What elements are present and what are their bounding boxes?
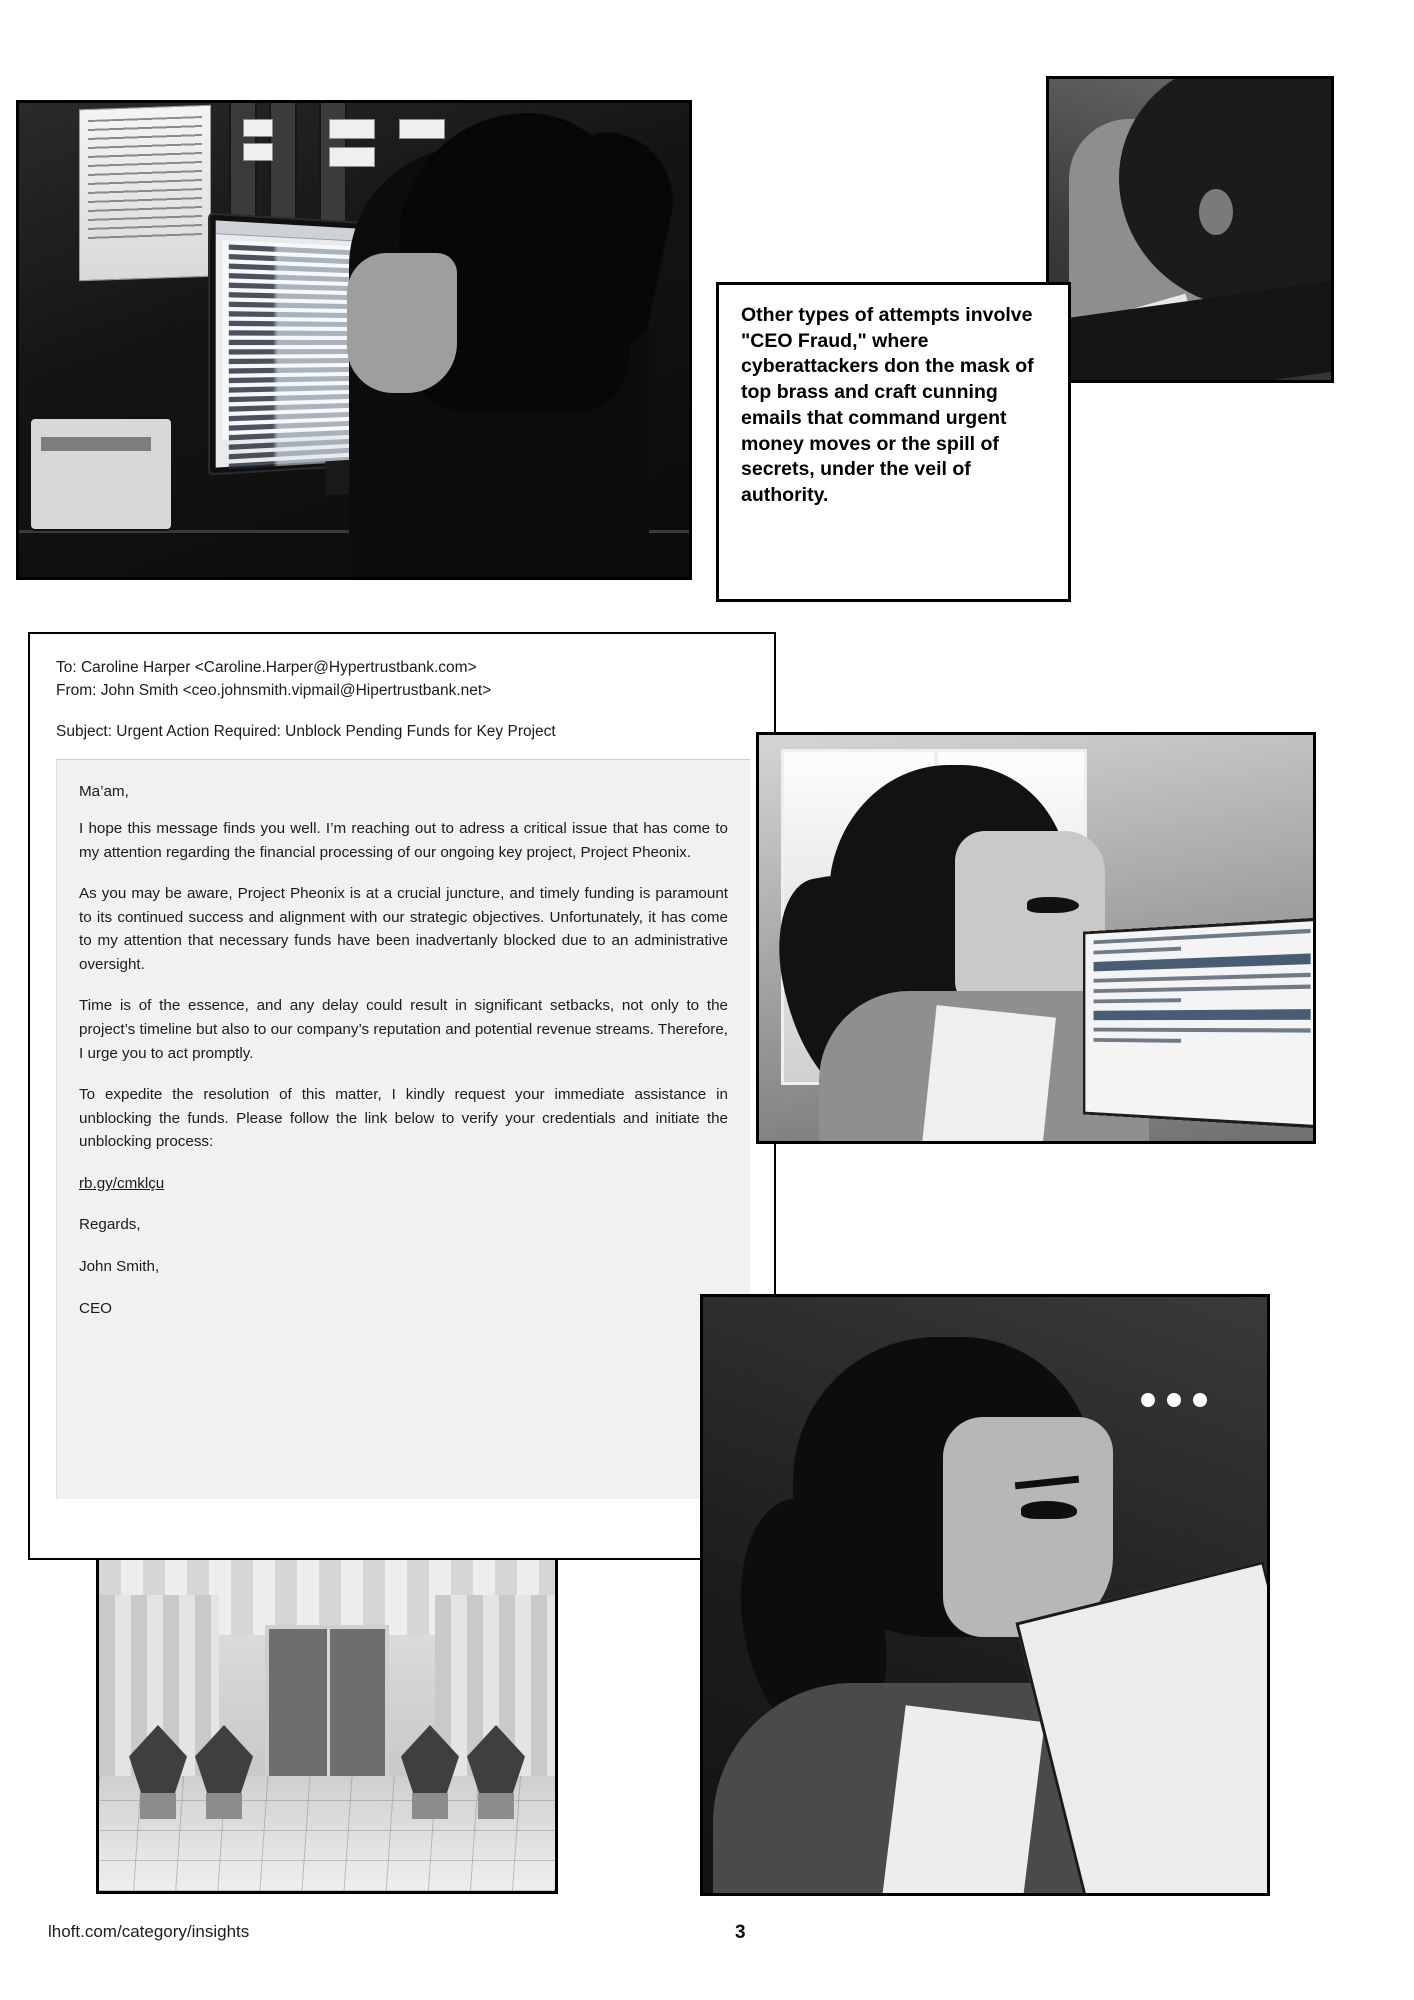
email-paragraph-3: Time is of the essence, and any delay could result in significant setbacks, not only to the project’s timeline but also to our company’s reputation and potential revenue streams. Therefore, I urge you to act promptly.: [79, 997, 728, 1062]
footer-url: lhoft.com/category/insights: [48, 1922, 250, 1941]
shelf-bin-4: [329, 147, 375, 167]
email-greeting: Ma’am,: [79, 782, 129, 800]
lobby-pot-right-1: [478, 1793, 514, 1819]
panel-woman-thinking: [700, 1294, 1270, 1896]
email-paragraph-2: As you may be aware, Project Pheonix is at a crucial juncture, and timely funding is paramount to its continued success and alignment with our strategic objectives. Unfortunately, it has come to my attention that necessary funds have been inadvertanly blocked due to an administrative oversight.: [79, 885, 728, 973]
email-header: [30, 634, 774, 713]
think-panel-shirt: [881, 1705, 1044, 1896]
panel-office-lobby: [96, 1552, 558, 1894]
caption-text: Other types of attempts involve "CEO Fraud," where cyberattackers don the mask of top brass and craft cunning emails that command urgent money moves or the spill of secrets, under the veil of authority.: [741, 304, 1034, 507]
caption-box: [716, 282, 1071, 602]
shelf-bin-5: [399, 119, 445, 139]
panel-woman-at-laptop: [756, 732, 1316, 1144]
page-number: 3: [735, 1922, 746, 1943]
shelf-bin-2: [243, 143, 273, 161]
email-subject: Subject: Urgent Action Required: Unblock Pending Funds for Key Project: [56, 722, 556, 740]
email-sender-title: CEO: [79, 1299, 112, 1317]
woman-face: [347, 253, 457, 393]
think-panel-eye: [1021, 1501, 1077, 1519]
lobby-pot-left-2: [206, 1793, 242, 1819]
email-sender-name: John Smith,: [79, 1257, 160, 1275]
wall-poster: [79, 105, 211, 282]
office-printer: [29, 417, 173, 531]
shelf-bin-1: [243, 119, 273, 137]
phishing-link[interactable]: rb.gy/cmklçu: [79, 1174, 165, 1192]
ellipsis-icon: [1141, 1393, 1207, 1407]
laptop-screen: [1083, 917, 1316, 1128]
email-paragraph-4: To expedite the resolution of this matter, I kindly request your immediate assistance in unblocking the funds. Please follow the link below to verify your credentials and initiate the unblocking process:: [79, 1086, 728, 1151]
email-signoff: Regards,: [79, 1216, 141, 1234]
page-footer: [0, 1922, 1414, 1948]
lobby-pot-right-2: [412, 1793, 448, 1819]
panel-office-desk: [16, 100, 692, 580]
email-to: To: Caroline Harper <Caroline.Harper@Hypertrustbank.com>: [56, 659, 477, 676]
panel-face-closeup: [1046, 76, 1334, 383]
closeup-ear: [1199, 189, 1233, 235]
lobby-pot-left-1: [140, 1793, 176, 1819]
laptop-panel-eye: [1027, 897, 1079, 913]
email-from: From: John Smith <ceo.johnsmith.vipmail@Hipertrustbank.net>: [56, 682, 492, 700]
email-body: [56, 759, 750, 1499]
email-document: [28, 632, 776, 1560]
email-paragraph-1: I hope this message finds you well. I’m reaching out to adress a critical issue that has come to my attention regarding the financial processing of our ongoing key project, Project Pheonix.: [79, 820, 728, 861]
laptop-panel-shirt: [922, 1005, 1056, 1144]
shelf-column-2: [269, 103, 297, 223]
shelf-bin-3: [329, 119, 375, 139]
